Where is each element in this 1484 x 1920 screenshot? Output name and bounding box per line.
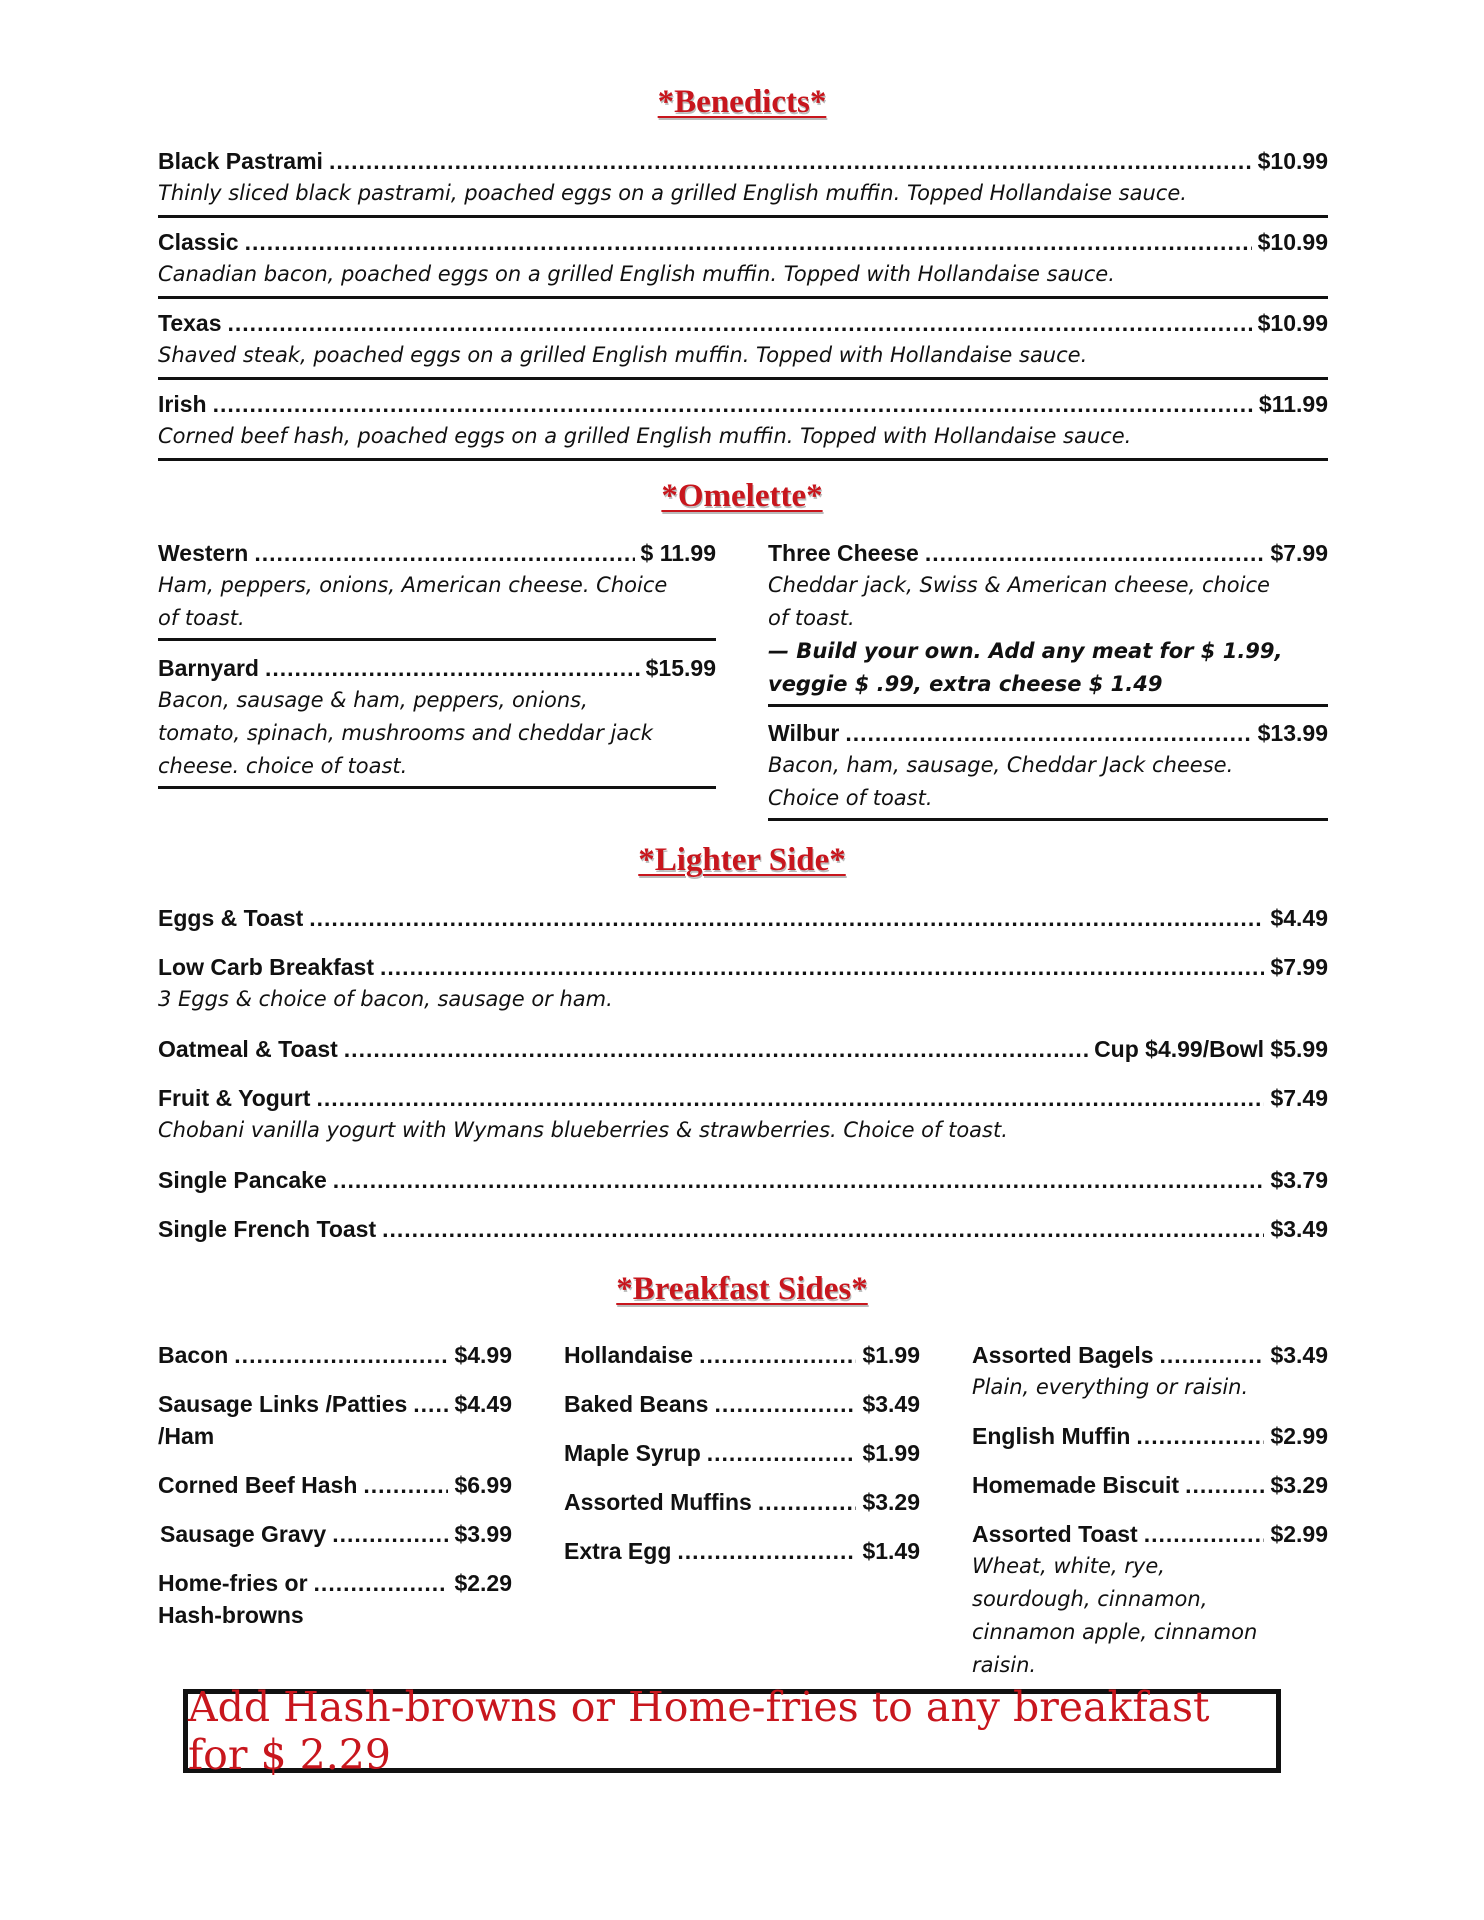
item-name: Sausage Links /Patties [158, 1391, 408, 1417]
item-name: Fruit & Yogurt [158, 1085, 311, 1111]
item-name: Single French Toast [158, 1216, 377, 1242]
item-description: Thinly sliced black pastrami, poached eggs on a grilled English muffin. Topped Hollandaise sauce. [158, 177, 1328, 218]
lighter-item-low-carb [158, 951, 1328, 1016]
side-item-assorted-bagels [972, 1339, 1328, 1404]
lighter-item-single-pancake [158, 1164, 1328, 1196]
item-price: $4.99 [454, 1342, 512, 1368]
item-price: $10.99 [1257, 229, 1328, 255]
item-name: Irish [158, 391, 207, 417]
side-item-hollandaise [564, 1339, 920, 1371]
leader-dots [363, 1469, 448, 1501]
leader-dots [332, 1518, 448, 1550]
item-description-line: sourdough, cinnamon, [972, 1587, 1208, 1611]
leader-dots [344, 1033, 1088, 1065]
item-name: Extra Egg [564, 1538, 672, 1564]
item-description-line: Wheat, white, rye, [972, 1554, 1165, 1578]
item-price: $7.99 [1270, 954, 1328, 980]
lighter-item-oatmeal [158, 1033, 1328, 1065]
leader-dots [329, 145, 1252, 177]
leader-dots [316, 1082, 1264, 1114]
item-price: $3.99 [454, 1521, 512, 1547]
item-description: Plain, everything or raisin. [972, 1375, 1249, 1399]
item-name: Three Cheese [768, 540, 919, 566]
item-price: $ 11.99 [640, 540, 716, 566]
item-description-line: cheese. choice of toast. [158, 750, 716, 789]
side-item-assorted-muffins [564, 1486, 920, 1518]
side-item-homemade-biscuit [972, 1469, 1328, 1501]
promo-banner [183, 1683, 1281, 1779]
item-price: $15.99 [645, 655, 716, 681]
build-your-own-note: — Build your own. Add any meat for $ 1.99, [768, 639, 1283, 663]
item-description: Corned beef hash, poached eggs on a grilled English muffin. Topped with Hollandaise sauce. [158, 420, 1328, 461]
omelette-item-wilbur [768, 717, 1328, 821]
item-price: $2.99 [1270, 1423, 1328, 1449]
side-item-baked-beans [564, 1388, 920, 1420]
item-price: $1.99 [862, 1342, 920, 1368]
item-price: $3.49 [862, 1391, 920, 1417]
side-item-corned-beef-hash [158, 1469, 512, 1501]
item-name: Home-fries or [158, 1570, 308, 1596]
leader-dots [845, 717, 1251, 749]
item-description: Canadian bacon, poached eggs on a grilled English muffin. Topped with Hollandaise sauce. [158, 258, 1328, 299]
omelette-item-western [158, 537, 716, 641]
benedict-item-irish [158, 388, 1328, 461]
side-item-sausage-links [158, 1388, 512, 1452]
item-price: $6.99 [454, 1472, 512, 1498]
leader-dots [234, 1339, 448, 1371]
item-name-continued: /Ham [158, 1423, 215, 1449]
item-price: $4.49 [1270, 905, 1328, 931]
item-name: Assorted Muffins [564, 1489, 752, 1515]
side-item-home-fries [158, 1567, 512, 1631]
item-name: Homemade Biscuit [972, 1472, 1180, 1498]
omelette-title: *Omelette* [661, 478, 823, 514]
leader-dots [925, 537, 1265, 569]
leader-dots [1185, 1469, 1264, 1501]
item-price: $3.49 [1270, 1216, 1328, 1242]
benedict-item-texas [158, 307, 1328, 380]
item-name: English Muffin [972, 1423, 1131, 1449]
item-price: $13.99 [1257, 720, 1328, 746]
item-price: $7.99 [1270, 540, 1328, 566]
item-price: $4.49 [454, 1391, 512, 1417]
benedicts-title: *Benedicts* [657, 84, 827, 120]
leader-dots [677, 1535, 856, 1567]
item-name: Assorted Toast [972, 1521, 1138, 1547]
lighter-item-fruit-yogurt [158, 1082, 1328, 1147]
item-name: Wilbur [768, 720, 840, 746]
item-name: Low Carb Breakfast [158, 954, 375, 980]
item-price: $2.29 [454, 1570, 512, 1596]
item-name: Oatmeal & Toast [158, 1036, 338, 1062]
item-name: Barnyard [158, 655, 259, 681]
item-description: Chobani vanilla yogurt with Wymans blueberries & strawberries. Choice of toast. [158, 1118, 1008, 1142]
item-description-line: tomato, spinach, mushrooms and cheddar jack [158, 721, 653, 745]
leader-dots [758, 1486, 857, 1518]
omelette-item-three-cheese [768, 537, 1328, 707]
leader-dots [228, 307, 1252, 339]
item-price: $10.99 [1257, 148, 1328, 174]
item-name: Eggs & Toast [158, 905, 304, 931]
item-price: $3.49 [1270, 1342, 1328, 1368]
side-item-sausage-gravy [160, 1518, 512, 1550]
leader-dots [309, 902, 1264, 934]
side-item-bacon [158, 1339, 512, 1371]
leader-dots [380, 951, 1264, 983]
side-item-maple-syrup [564, 1437, 920, 1469]
item-name-continued: Hash-browns [158, 1602, 304, 1628]
item-description-line: Bacon, ham, sausage, Cheddar Jack cheese. [768, 753, 1234, 777]
leader-dots [265, 652, 640, 684]
item-description-line: Choice of toast. [768, 782, 1328, 821]
item-price: $3.79 [1270, 1167, 1328, 1193]
lighter-item-eggs-toast [158, 902, 1328, 934]
item-name: Baked Beans [564, 1391, 709, 1417]
item-name: Corned Beef Hash [158, 1472, 358, 1498]
side-item-extra-egg [564, 1535, 920, 1567]
item-name: Classic [158, 229, 239, 255]
item-description: 3 Eggs & choice of bacon, sausage or ham. [158, 987, 613, 1011]
benedict-item-classic [158, 226, 1328, 299]
leader-dots [1144, 1518, 1265, 1550]
item-price: Cup $4.99/Bowl $5.99 [1094, 1036, 1328, 1062]
leader-dots [213, 388, 1253, 420]
item-name: Western [158, 540, 249, 566]
item-description-line: of toast. [768, 606, 855, 630]
item-price: $3.29 [1270, 1472, 1328, 1498]
item-name: Maple Syrup [564, 1440, 701, 1466]
item-description: Shaved steak, poached eggs on a grilled English muffin. Topped with Hollandaise sauce. [158, 339, 1328, 380]
item-price: $2.99 [1270, 1521, 1328, 1547]
leader-dots [413, 1388, 448, 1420]
leader-dots [714, 1388, 856, 1420]
side-item-assorted-toast [972, 1518, 1328, 1682]
item-description-line: Ham, peppers, onions, American cheese. Choice [158, 573, 668, 597]
promo-text: Add Hash-browns or Home-fries to any breakfast for $ 2.29 [188, 1683, 1210, 1779]
item-price: $7.49 [1270, 1085, 1328, 1111]
item-price: $10.99 [1257, 310, 1328, 336]
benedict-item-black-pastrami [158, 145, 1328, 218]
leader-dots [314, 1567, 449, 1599]
item-name: Sausage Gravy [160, 1521, 327, 1547]
item-name: Hollandaise [564, 1342, 694, 1368]
omelette-item-barnyard [158, 652, 716, 789]
lighter-side-title: *Lighter Side* [638, 842, 846, 878]
side-item-english-muffin [972, 1420, 1328, 1452]
leader-dots [1136, 1420, 1264, 1452]
build-your-own-note: veggie $ .99, extra cheese $ 1.49 [768, 668, 1328, 707]
item-name: Black Pastrami [158, 148, 323, 174]
item-price: $1.99 [862, 1440, 920, 1466]
leader-dots [254, 537, 634, 569]
item-description-line: Bacon, sausage & ham, peppers, onions, [158, 688, 588, 712]
breakfast-sides-title: *Breakfast Sides* [616, 1271, 868, 1307]
item-name: Bacon [158, 1342, 229, 1368]
lighter-item-single-french-toast [158, 1213, 1328, 1245]
leader-dots [699, 1339, 856, 1371]
item-price: $11.99 [1258, 391, 1328, 417]
leader-dots [382, 1213, 1264, 1245]
item-description-line: raisin. [972, 1653, 1037, 1677]
leader-dots [1160, 1339, 1265, 1371]
item-price: $1.49 [862, 1538, 920, 1564]
leader-dots [245, 226, 1252, 258]
item-description-line: of toast. [158, 602, 716, 641]
item-description-line: cinnamon apple, cinnamon [972, 1620, 1258, 1644]
item-name: Assorted Bagels [972, 1342, 1154, 1368]
item-name: Texas [158, 310, 222, 336]
leader-dots [333, 1164, 1265, 1196]
item-name: Single Pancake [158, 1167, 327, 1193]
item-description-line: Cheddar jack, Swiss & American cheese, choice [768, 573, 1270, 597]
leader-dots [707, 1437, 857, 1469]
item-price: $3.29 [862, 1489, 920, 1515]
